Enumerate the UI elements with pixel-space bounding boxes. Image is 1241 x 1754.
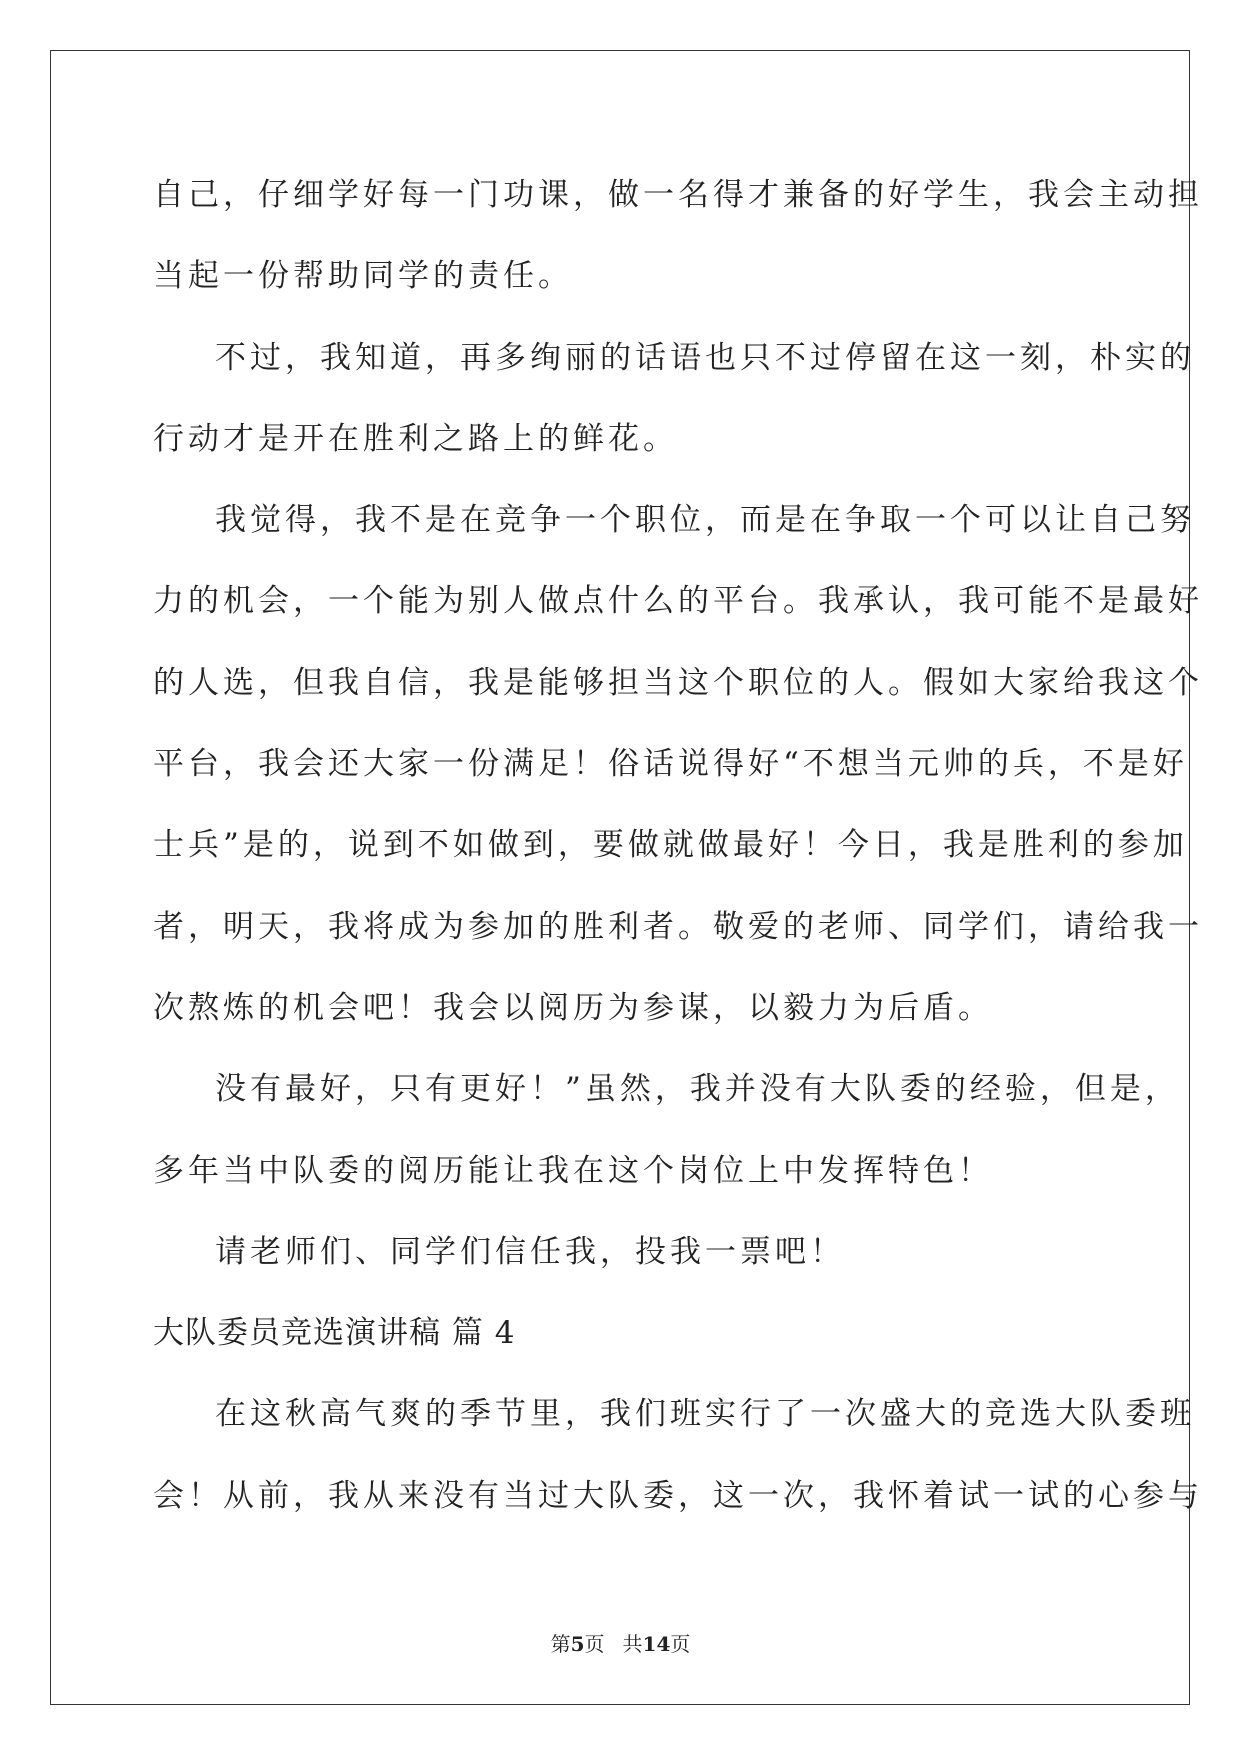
page-suffix: 页 <box>584 1632 605 1656</box>
text-line: 在这秋高气爽的季节里，我们班实行了一次盛大的竞选大队委班 <box>215 1396 1195 1433</box>
section-heading: 大队委员竞选演讲稿 篇 4 <box>153 1315 516 1352</box>
text-line: 我觉得，我不是在竞争一个职位，而是在争取一个可以让自己努 <box>215 502 1195 539</box>
page-footer <box>0 1628 1241 1657</box>
total-prefix: 共 <box>622 1632 643 1656</box>
text-line: 的人选，但我自信，我是能够担当这个职位的人。假如大家给我这个 <box>153 664 1203 701</box>
text-line: 行动才是开在胜利之路上的鲜花。 <box>153 420 678 457</box>
page-number: 5 <box>570 1632 585 1656</box>
text-line: 不过，我知道，再多绚丽的话语也只不过停留在这一刻，朴实的 <box>215 339 1195 376</box>
text-line: 没有最好，只有更好！”虽然，我并没有大队委的经验，但是， <box>215 1071 1180 1108</box>
text-line: 多年当中队委的阅历能让我在这个岗位上中发挥特色！ <box>153 1152 993 1189</box>
text-line: 会！从前，我从来没有当过大队委，这一次，我怀着试一试的心参与 <box>153 1477 1203 1514</box>
text-line: 当起一份帮助同学的责任。 <box>153 258 573 295</box>
total-suffix: 页 <box>670 1632 691 1656</box>
text-line: 力的机会，一个能为别人做点什么的平台。我承认，我可能不是最好 <box>153 583 1203 620</box>
text-line: 次熬炼的机会吧！我会以阅历为参谋，以毅力为后盾。 <box>153 989 993 1026</box>
text-line: 请老师们、同学们信任我，投我一票吧！ <box>215 1233 845 1270</box>
total-pages: 14 <box>642 1632 671 1656</box>
text-line: 士兵”是的，说到不如做到，要做就做最好！今日，我是胜利的参加 <box>153 827 1188 864</box>
text-line: 自己，仔细学好每一门功课，做一名得才兼备的好学生，我会主动担 <box>153 177 1203 213</box>
document-body <box>153 155 1203 1537</box>
text-line: 者，明天，我将成为参加的胜利者。敬爱的老师、同学们，请给我一 <box>153 908 1203 945</box>
page-prefix: 第 <box>550 1632 571 1656</box>
text-line: 平台，我会还大家一份满足！俗话说得好“不想当元帅的兵，不是好 <box>153 746 1188 783</box>
